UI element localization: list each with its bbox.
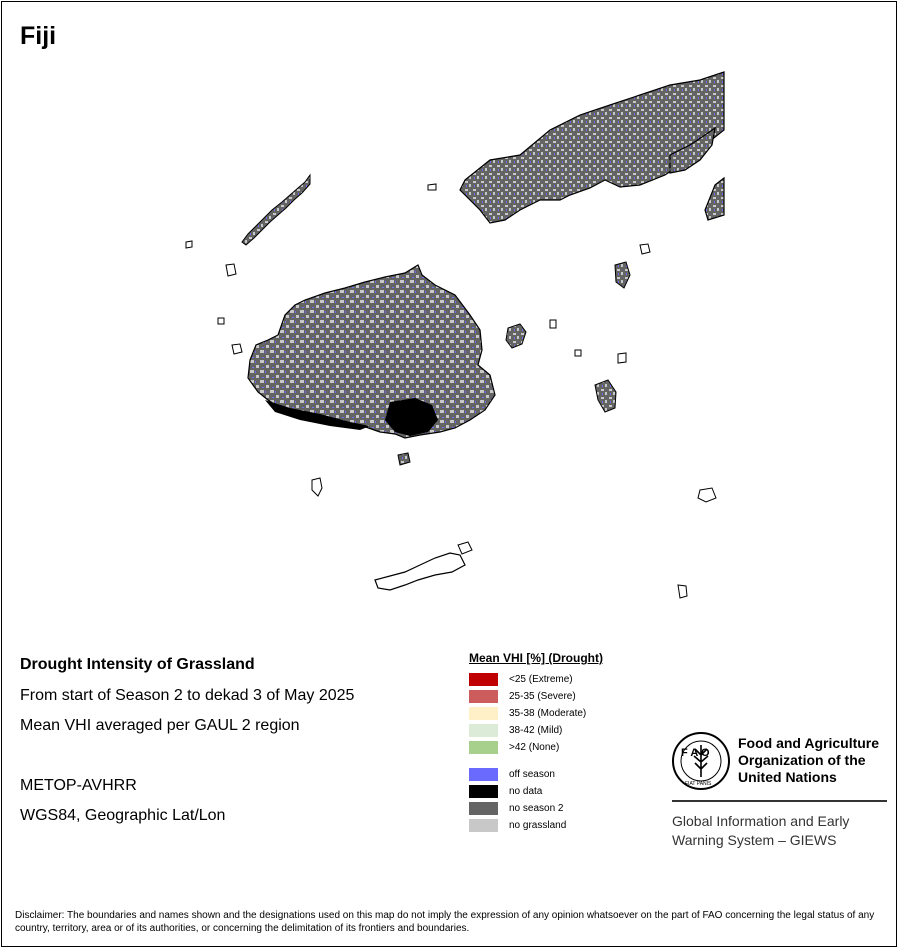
legend-item <box>469 740 560 754</box>
giews-line1: Global Information and Early <box>672 813 850 829</box>
legend-label: off season <box>509 768 555 780</box>
map-legend <box>469 651 603 831</box>
nairai-island <box>618 353 626 363</box>
legend-item <box>469 689 576 703</box>
legend-item <box>469 767 555 781</box>
koro-island <box>615 262 630 288</box>
legend-label: no grassland <box>509 819 567 831</box>
vanua-levu-islet-west <box>428 184 436 190</box>
fao-name-line2: Organization of the <box>738 752 866 768</box>
kadavu-island <box>375 553 465 590</box>
mamanuca-islet-1 <box>226 264 236 276</box>
giews-line2: Warning System – GIEWS <box>672 832 837 848</box>
legend-label: 25-35 (Severe) <box>509 690 576 702</box>
legend-item <box>469 801 564 815</box>
info-method: Mean VHI averaged per GAUL 2 region <box>20 717 300 734</box>
legend-title: Mean VHI [%] (Drought) <box>469 651 603 665</box>
legend-item <box>469 784 543 798</box>
legend-label: <25 (Extreme) <box>509 673 573 685</box>
legend-swatch <box>469 724 498 737</box>
ovalau-island <box>506 324 526 348</box>
legend-item <box>469 818 567 832</box>
fao-name <box>738 735 898 786</box>
mamanuca-islet-2 <box>218 318 224 324</box>
ono-island <box>458 542 472 554</box>
info-period: From start of Season 2 to dekad 3 of May 2025 <box>20 687 355 704</box>
fiji-map <box>160 60 740 620</box>
disclaimer: Disclaimer: The boundaries and names shown and the designations used on this map do not imply the expression of any opinion whatsoever on the part of FAO concerning the legal status of any country, territory, area or of its authorities, or concerning the delimitation of its frontiers and boundaries. <box>15 910 875 934</box>
yasawa-islet-north <box>186 241 192 248</box>
beqa-island <box>398 453 410 465</box>
fao-divider <box>672 800 887 802</box>
map-title: Fiji <box>20 22 57 50</box>
legend-label: no data <box>509 785 543 797</box>
legend-swatch <box>469 768 498 781</box>
fao-name-line1: Food and Agriculture <box>738 735 880 751</box>
totoya-island <box>678 585 687 598</box>
legend-swatch <box>469 707 498 720</box>
yasawa-islands <box>242 175 310 245</box>
fao-logo-text-bottom: FIAT PANIS <box>685 781 712 787</box>
gau-island <box>595 380 616 412</box>
mamanuca-islet-3 <box>232 344 242 354</box>
fao-name-line3: United Nations <box>738 769 837 785</box>
naitauba-island <box>640 244 650 254</box>
legend-swatch <box>469 802 498 815</box>
info-projection: WGS84, Geographic Lat/Lon <box>20 807 226 824</box>
legend-swatch <box>469 741 498 754</box>
legend-label: no season 2 <box>509 802 564 814</box>
legend-label: >42 (None) <box>509 741 560 753</box>
giews-label <box>672 812 892 850</box>
moala-island <box>698 488 716 502</box>
info-heading: Drought Intensity of Grassland <box>20 656 255 673</box>
legend-label: 38-42 (Mild) <box>509 724 563 736</box>
wakaya-island <box>550 320 556 328</box>
legend-item <box>469 672 573 686</box>
legend-label: 35-38 (Moderate) <box>509 707 587 719</box>
legend-item <box>469 723 563 737</box>
legend-item <box>469 706 587 720</box>
legend-swatch <box>469 673 498 686</box>
legend-swatch <box>469 690 498 703</box>
taveuni-island <box>705 178 724 220</box>
fao-emblem-icon <box>671 731 731 791</box>
vatulele-island <box>312 478 322 496</box>
legend-swatch <box>469 785 498 798</box>
batiki-island <box>575 350 581 356</box>
legend-swatch <box>469 819 498 832</box>
fao-logo-text-top: F A O <box>681 747 710 759</box>
info-sensor: METOP-AVHRR <box>20 777 137 794</box>
